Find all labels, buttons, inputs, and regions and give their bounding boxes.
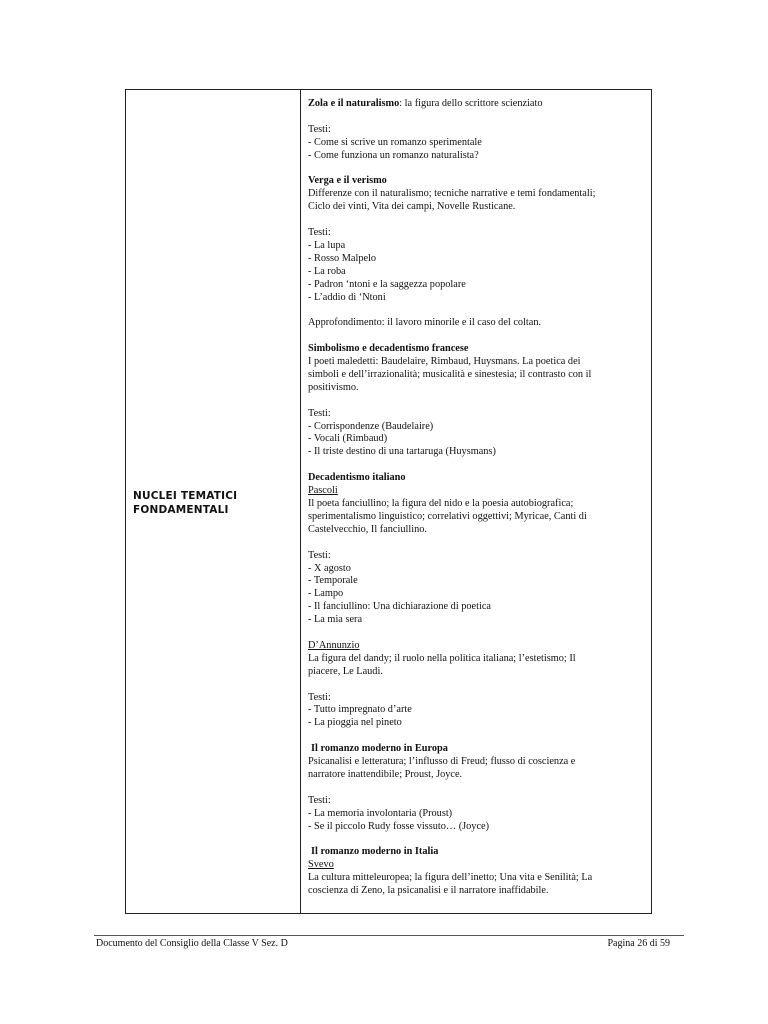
list-item: - L’addio di ‘Ntoni [308, 291, 386, 303]
topics-content [308, 98, 646, 898]
verga-heading: Verga e il verismo [308, 175, 387, 187]
dannunzio-name: D’Annunzio [308, 639, 360, 651]
zola-line [308, 98, 646, 111]
decadentismo-heading: Decadentismo italiano [308, 472, 406, 484]
list-item: - La pioggia nel pineto [308, 717, 402, 729]
verga-desc: Differenze con il naturalismo; tecniche narrative e temi fondamentali; [308, 188, 596, 200]
list-item: - La roba [308, 265, 346, 277]
list-item: - Se il piccolo Rudy fosse vissuto… (Joyce) [308, 820, 490, 832]
simbolismo-desc: positivismo. [308, 381, 359, 393]
europa-testi-label: Testi: [308, 794, 331, 806]
simbolismo-desc: simboli e dell’irrazionalità; musicalità e sinestesia; il contrasto con il [308, 368, 592, 380]
zola-heading: Zola e il naturalismo [308, 98, 400, 109]
footer-page-number: Pagina 26 di 59 [607, 938, 670, 949]
dannunzio-desc: La figura del dandy; il ruolo nella politica italiana; l’estetismo; Il [308, 652, 576, 664]
column-divider [300, 89, 301, 914]
europa-desc: narratore inattendibile; Proust, Joyce. [308, 768, 463, 780]
row-label: NUCLEI TEMATICI FONDAMENTALI [133, 490, 238, 516]
verga-desc: Ciclo dei vinti, Vita dei campi, Novelle Rusticane. [308, 201, 516, 213]
verga-testi-label: Testi: [308, 227, 331, 239]
verga-approfondimento: Approfondimento: il lavoro minorile e il caso del coltan. [308, 317, 542, 329]
list-item: - La memoria involontaria (Proust) [308, 807, 453, 819]
europa-desc: Psicanalisi e letteratura; l’influsso di Freud; flusso di coscienza e [308, 756, 576, 768]
pascoli-testi-label: Testi: [308, 549, 331, 561]
simbolismo-heading: Simbolismo e decadentismo francese [308, 343, 469, 355]
list-item: - Vocali (Rimbaud) [308, 433, 388, 445]
pascoli-desc: Il poeta fanciullino; la figura del nido e la poesia autobiografica; [308, 497, 574, 509]
svevo-desc: La cultura mitteleuropea; la figura dell’inetto; Una vita e Senilità; La [308, 872, 593, 884]
pascoli-name: Pascoli [308, 485, 338, 497]
dannunzio-desc: piacere, Le Laudi. [308, 665, 383, 677]
svevo-name: Svevo [308, 859, 334, 871]
simbolismo-testi-label: Testi: [308, 407, 331, 419]
list-item: - Come si scrive un romanzo sperimentale [308, 136, 482, 148]
list-item: - X agosto [308, 562, 351, 574]
list-item: - Rosso Malpelo [308, 252, 377, 264]
list-item: - Tutto impregnato d’arte [308, 704, 412, 716]
footer-document-title: Documento del Consiglio della Classe V Sez. D [96, 938, 288, 949]
dannunzio-testi-label: Testi: [308, 691, 331, 703]
svevo-desc: coscienza di Zeno, la psicanalisi e il narratore inaffidabile. [308, 885, 549, 897]
list-item: - La mia sera [308, 614, 363, 626]
list-item: - La lupa [308, 239, 346, 251]
zola-testi-label: Testi: [308, 123, 331, 135]
list-item: - Il triste destino di una tartaruga (Huysmans) [308, 446, 496, 458]
italia-heading: Il romanzo moderno in Italia [311, 846, 439, 858]
list-item: - Padron ‘ntoni e la saggezza popolare [308, 278, 466, 290]
list-item: - Come funziona un romanzo naturalista? [308, 149, 479, 161]
footer-rule [94, 935, 684, 936]
list-item: - Il fanciullino: Una dichiarazione di poetica [308, 601, 491, 613]
zola-heading-rest: : la figura dello scrittore scienziato [399, 98, 543, 109]
pascoli-desc: sperimentalismo linguistico; correlativi oggettivi; Myricae, Canti di [308, 510, 587, 522]
europa-heading: Il romanzo moderno in Europa [311, 743, 448, 755]
list-item: - Corrispondenze (Baudelaire) [308, 420, 434, 432]
simbolismo-desc: I poeti maledetti: Baudelaire, Rimbaud, Huysmans. La poetica dei [308, 356, 581, 368]
list-item: - Temporale [308, 575, 358, 587]
pascoli-desc: Castelvecchio, Il fanciullino. [308, 523, 427, 535]
list-item: - Lampo [308, 588, 344, 600]
